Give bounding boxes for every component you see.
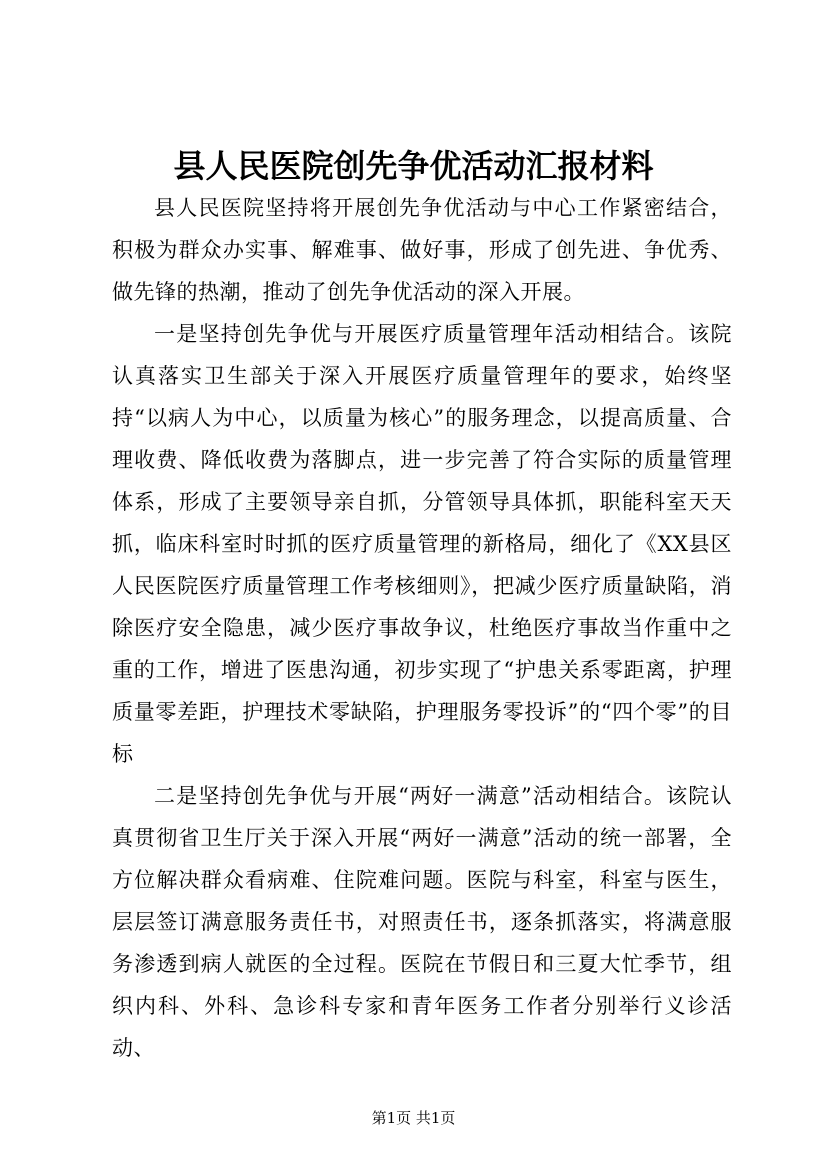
paragraph-quality-management: 一是坚持创先争优与开展医疗质量管理年活动相结合。该院认真落实卫生部关于深入开展医疗质量管理年的要求，始终坚持“以病人为中心，以质量为核心”的服务理念，以提高质量、合理收费、降低收费为落脚点，进一步完善了符合实际的质量管理体系，形成了主要领导亲自抓，分管领导具体抓，职能科室天天抓，临床科室时时抓的医疗质量管理的新格局，细化了《XX县区人民医院医疗质量管理工作考核细则》，把减少医疗质量缺陷，消除医疗安全隐患，减少医疗事故争议，杜绝医疗事故当作重中之重的工作，增进了医患沟通，初步实现了“护患关系零距离，护理质量零差距，护理技术零缺陷，护理服务零投诉”的“四个零”的目标 [112, 322, 732, 766]
document-body [112, 187, 732, 1069]
paragraph-intro: 县人民医院坚持将开展创先争优活动与中心工作紧密结合，积极为群众办实事、解难事、做好事，形成了创先进、争优秀、做先锋的热潮，推动了创先争优活动的深入开展。 [112, 196, 732, 304]
paragraph-two-good-one-satisfied: 二是坚持创先争优与开展“两好一满意”活动相结合。该院认真贯彻省卫生厅关于深入开展“两好一满意”活动的统一部署，全方位解决群众看病难、住院难问题。医院与科室，科室与医生，层层签订满意服务责任书，对照责任书，逐条抓落实，将满意服务渗透到病人就医的全过程。医院在节假日和三夏大忙季节，组织内科、外科、急诊科专家和青年医务工作者分别举行义诊活动、 [112, 784, 732, 1060]
page-footer: 第1页 共1页 [371, 1109, 456, 1127]
document-title: 县人民医院创先争优活动汇报材料 [173, 147, 654, 185]
